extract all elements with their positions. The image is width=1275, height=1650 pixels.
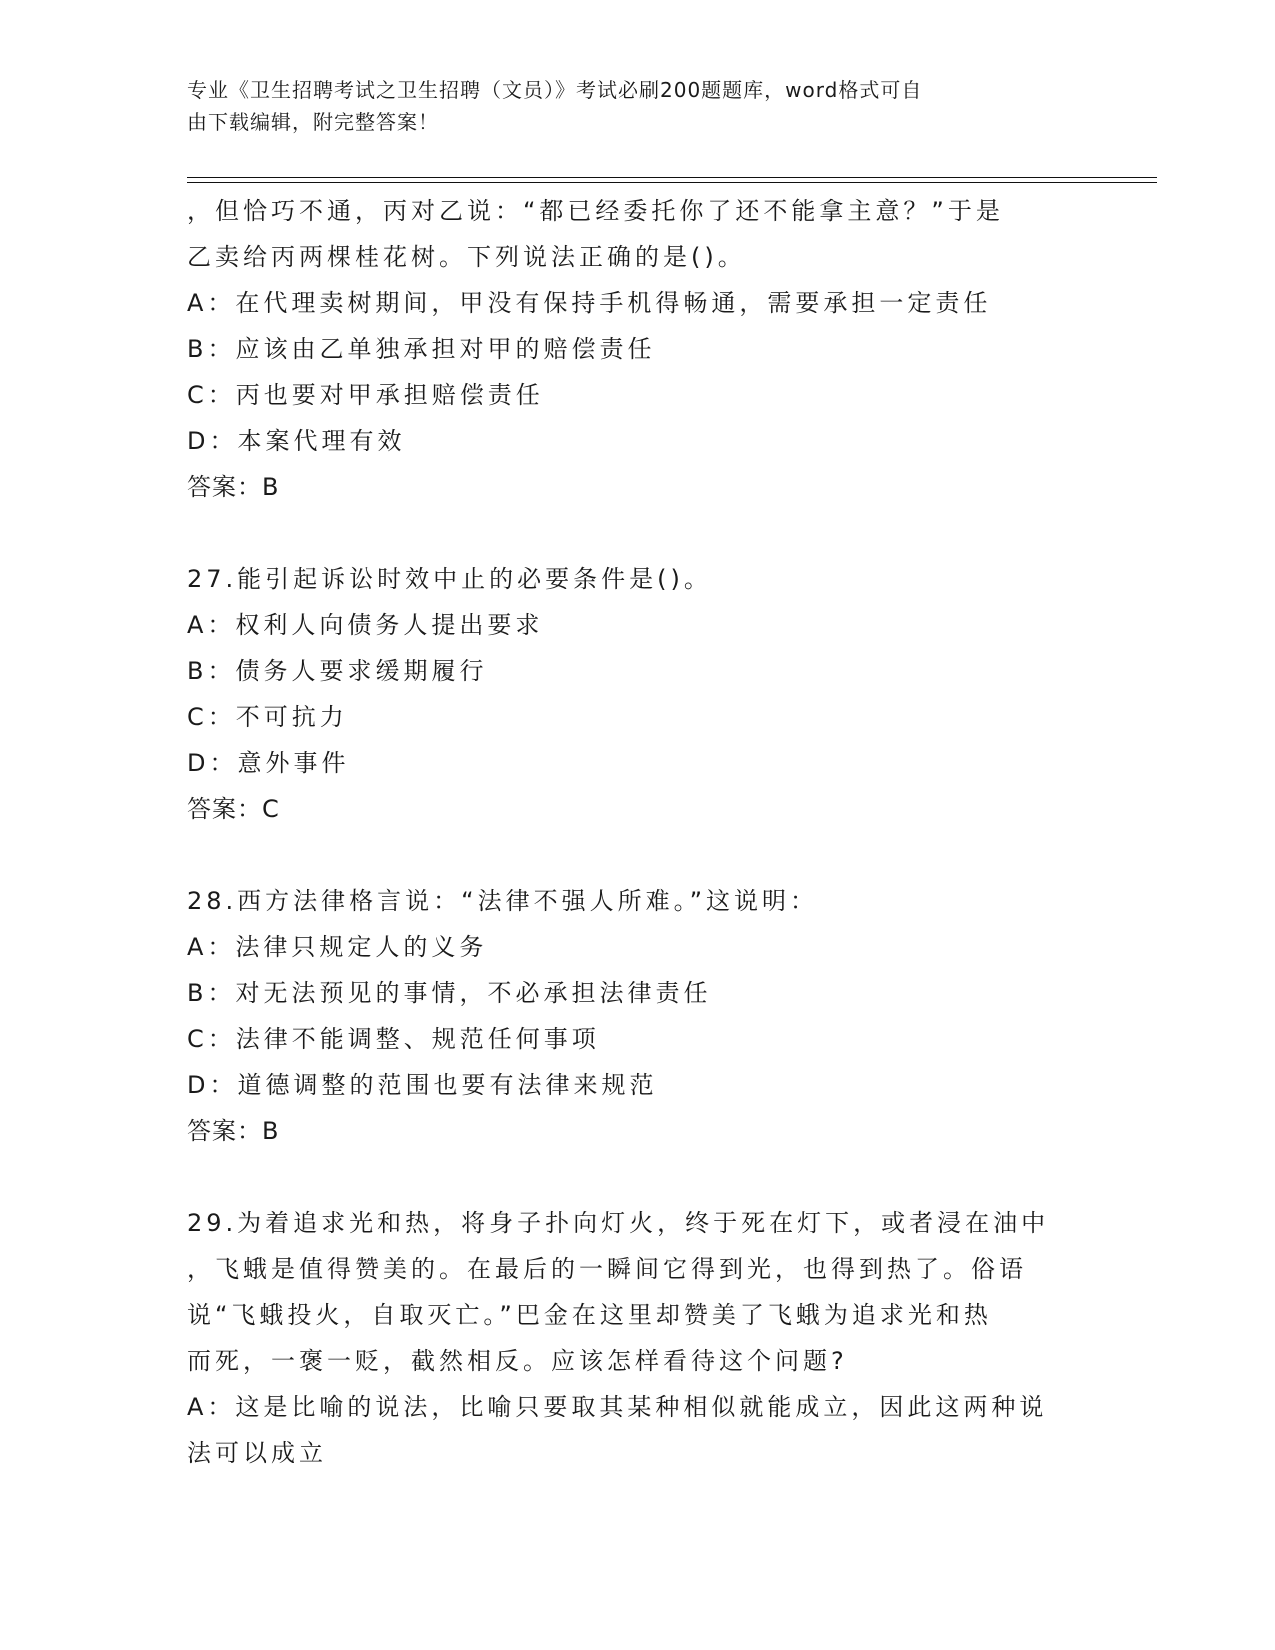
question-stem-line: 说“飞蛾投火，自取灭亡。”巴金在这里却赞美了飞蛾为追求光和热 bbox=[187, 1301, 992, 1329]
question-stem-line: ，但恰巧不通，丙对乙说：“都已经委托你了还不能拿主意？”于是 bbox=[187, 197, 1004, 225]
option-a-continued: 法可以成立 bbox=[187, 1439, 327, 1467]
option-b: B：对无法预见的事情，不必承担法律责任 bbox=[187, 979, 712, 1007]
option-a: A：法律只规定人的义务 bbox=[187, 933, 488, 961]
question-stem-line: 29.为着追求光和热，将身子扑向灯火，终于死在灯下，或者浸在油中 bbox=[187, 1209, 1050, 1237]
question-26 bbox=[187, 188, 1087, 510]
answer-line: 答案：C bbox=[187, 795, 280, 823]
option-c: C：法律不能调整、规范任何事项 bbox=[187, 1025, 600, 1053]
question-29 bbox=[187, 1200, 1087, 1476]
header-line-1: 专业《卫生招聘考试之卫生招聘（文员）》考试必刷200题题库，word格式可自 bbox=[187, 78, 923, 102]
option-c: C：不可抗力 bbox=[187, 703, 348, 731]
option-d: D：意外事件 bbox=[187, 749, 350, 777]
question-stem-line: 乙卖给丙两棵桂花树。下列说法正确的是()。 bbox=[187, 243, 746, 271]
answer-line: 答案：B bbox=[187, 1117, 280, 1145]
header-divider-bottom bbox=[187, 182, 1157, 183]
spacer bbox=[187, 1154, 1087, 1200]
question-stem-line: 而死，一褒一贬，截然相反。应该怎样看待这个问题? bbox=[187, 1347, 848, 1375]
option-a: A：权利人向债务人提出要求 bbox=[187, 611, 544, 639]
spacer bbox=[187, 510, 1087, 556]
question-stem-line: ，飞蛾是值得赞美的。在最后的一瞬间它得到光，也得到热了。俗语 bbox=[187, 1255, 1027, 1283]
question-27 bbox=[187, 556, 1087, 832]
question-28 bbox=[187, 878, 1087, 1154]
option-a: A：在代理卖树期间，甲没有保持手机得畅通，需要承担一定责任 bbox=[187, 289, 992, 317]
answer-line: 答案：B bbox=[187, 473, 280, 501]
header-divider-top bbox=[187, 177, 1157, 178]
document-header bbox=[187, 74, 1067, 138]
option-a: A：这是比喻的说法，比喻只要取其某种相似就能成立，因此这两种说 bbox=[187, 1393, 1048, 1421]
option-d: D：道德调整的范围也要有法律来规范 bbox=[187, 1071, 658, 1099]
option-b: B：应该由乙单独承担对甲的赔偿责任 bbox=[187, 335, 656, 363]
question-stem-line: 27.能引起诉讼时效中止的必要条件是()。 bbox=[187, 565, 712, 593]
question-content bbox=[187, 188, 1087, 1476]
option-b: B：债务人要求缓期履行 bbox=[187, 657, 488, 685]
header-line-2: 由下载编辑，附完整答案！ bbox=[187, 110, 439, 134]
spacer bbox=[187, 832, 1087, 878]
question-stem-line: 28.西方法律格言说：“法律不强人所难。”这说明： bbox=[187, 887, 819, 915]
option-c: C：丙也要对甲承担赔偿责任 bbox=[187, 381, 544, 409]
option-d: D：本案代理有效 bbox=[187, 427, 406, 455]
